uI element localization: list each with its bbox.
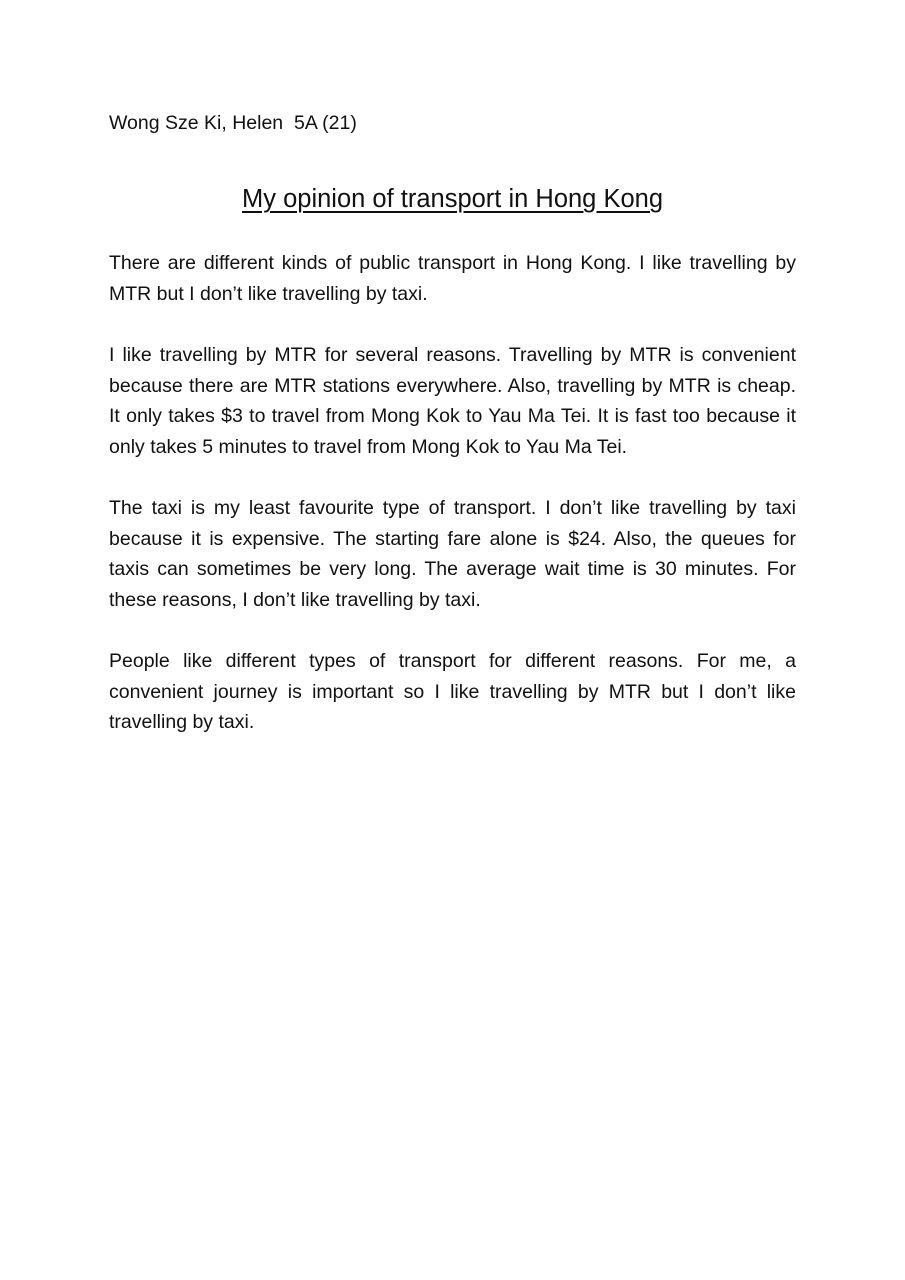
paragraph-conclusion: People like different types of transport for different reasons. For me, a convenient journey is important so I like travelling by MTR but I don’t like travelling by taxi. — [109, 650, 796, 733]
author-line: Wong Sze Ki, Helen 5A (21) — [109, 112, 357, 134]
paragraph-taxi: The taxi is my least favourite type of transport. I don’t like travelling by taxi because it is expensive. The starting fare alone is $24. Also, the queues for taxis can sometimes be very long. The average wait time is 30 minutes. For these reasons, I don’t like travelling by taxi. — [109, 497, 796, 611]
paragraph-mtr: I like travelling by MTR for several reasons. Travelling by MTR is convenient because there are MTR stations everywhere. Also, travelling by MTR is cheap. It only takes $3 to travel from Mong Kok to Yau Ma Tei. It is fast too because it only takes 5 minutes to travel from Mong Kok to Yau Ma Tei. — [109, 344, 796, 458]
document-body — [109, 248, 796, 769]
document-title: My opinion of transport in Hong Kong — [242, 185, 663, 213]
paragraph-intro: There are different kinds of public transport in Hong Kong. I like travelling by MTR but I don’t like travelling by taxi. — [109, 252, 796, 305]
